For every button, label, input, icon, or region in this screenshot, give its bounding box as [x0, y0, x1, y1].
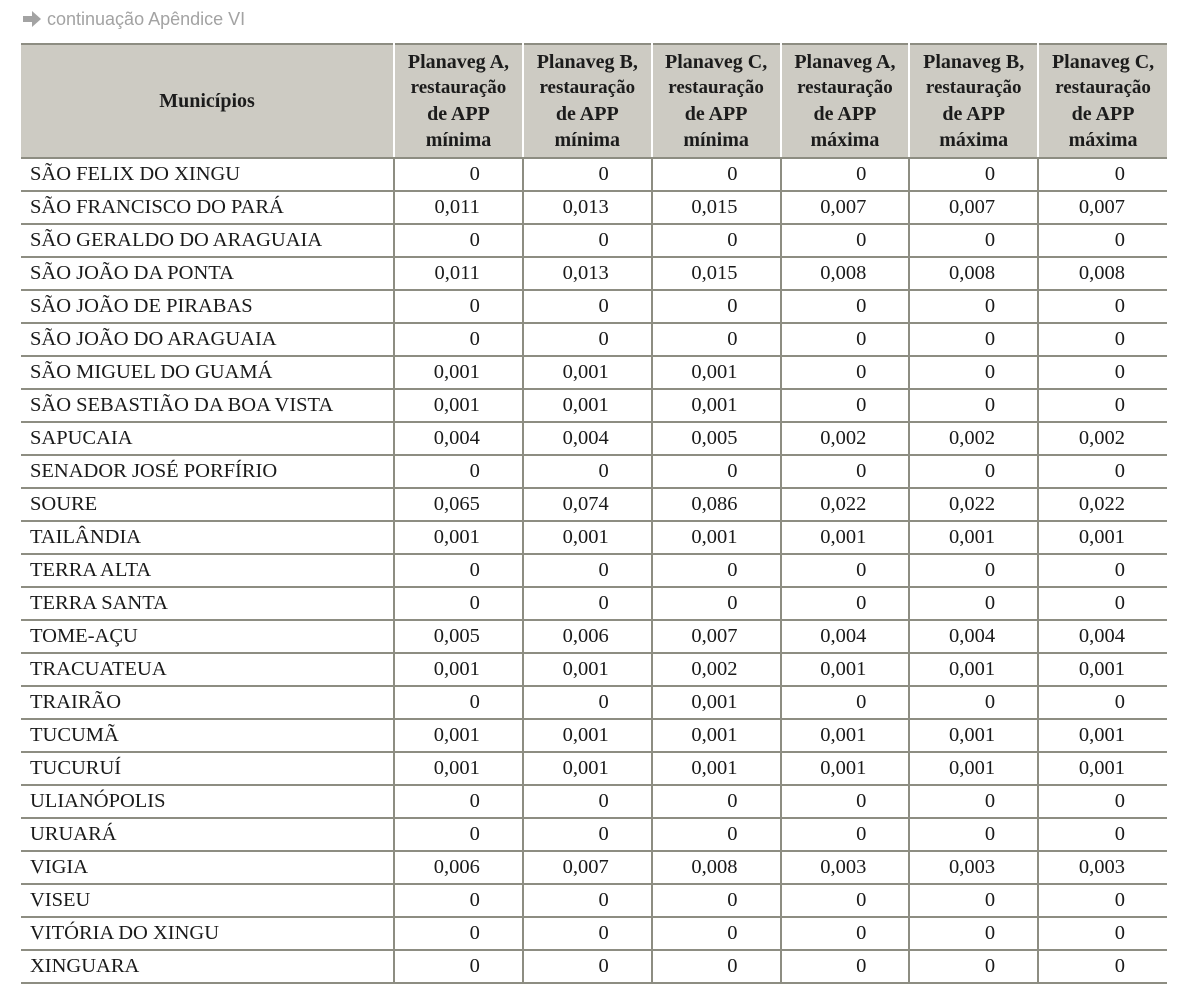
- value-cell: 0,001: [1038, 719, 1167, 752]
- column-header-line: de APP: [1071, 103, 1135, 125]
- value-cell: 0: [909, 587, 1038, 620]
- value-cell: 0: [394, 785, 523, 818]
- value-cell: 0,001: [523, 653, 652, 686]
- value-cell: 0,003: [1038, 851, 1167, 884]
- value-cell: 0: [394, 587, 523, 620]
- value-cell: 0: [652, 917, 781, 950]
- value-cell: 0: [1038, 950, 1167, 983]
- value-cell: 0,001: [1038, 752, 1167, 785]
- value-cell: 0: [781, 455, 910, 488]
- table-row: [21, 323, 1167, 356]
- value-cell: 0: [909, 785, 1038, 818]
- value-cell: 0,005: [652, 422, 781, 455]
- municipio-cell: SÃO JOÃO DA PONTA: [21, 257, 394, 290]
- value-cell: 0: [523, 917, 652, 950]
- column-header-line: restauração: [668, 77, 764, 98]
- value-cell: 0,086: [652, 488, 781, 521]
- data-table: [21, 43, 1167, 984]
- column-header-line: restauração: [925, 77, 1022, 98]
- column-header-2: [523, 44, 652, 158]
- value-cell: 0,001: [909, 521, 1038, 554]
- value-cell: 0: [394, 818, 523, 851]
- value-cell: 0,022: [1038, 488, 1167, 521]
- value-cell: 0,002: [909, 422, 1038, 455]
- value-cell: 0: [781, 818, 910, 851]
- municipio-cell: TAILÂNDIA: [21, 521, 394, 554]
- value-cell: 0,001: [909, 653, 1038, 686]
- municipio-cell: SÃO SEBASTIÃO DA BOA VISTA: [21, 389, 394, 422]
- value-cell: 0: [781, 158, 910, 191]
- column-header-line: Planaveg C,: [1051, 51, 1155, 73]
- value-cell: 0: [1038, 587, 1167, 620]
- municipio-cell: SENADOR JOSÉ PORFÍRIO: [21, 455, 394, 488]
- column-header-line: mínima: [425, 129, 492, 151]
- value-cell: 0: [652, 818, 781, 851]
- column-header-line: Planaveg A,: [794, 51, 896, 73]
- value-cell: 0: [652, 323, 781, 356]
- value-cell: 0,001: [394, 521, 523, 554]
- municipio-cell: VIGIA: [21, 851, 394, 884]
- table-row: [21, 455, 1167, 488]
- table-row: [21, 290, 1167, 323]
- value-cell: 0: [909, 290, 1038, 323]
- municipio-cell: TERRA SANTA: [21, 587, 394, 620]
- continuation-header: [22, 6, 245, 32]
- municipio-cell: SÃO JOÃO DO ARAGUAIA: [21, 323, 394, 356]
- column-header-line: máxima: [939, 129, 1009, 151]
- value-cell: 0,008: [652, 851, 781, 884]
- value-cell: 0: [781, 323, 910, 356]
- value-cell: 0,001: [781, 521, 910, 554]
- value-cell: 0: [909, 818, 1038, 851]
- value-cell: 0,015: [652, 257, 781, 290]
- value-cell: 0: [652, 884, 781, 917]
- value-cell: 0: [394, 686, 523, 719]
- municipio-cell: SÃO FELIX DO XINGU: [21, 158, 394, 191]
- arrow-right-icon: [22, 10, 42, 28]
- value-cell: 0,006: [394, 851, 523, 884]
- municipio-cell: TERRA ALTA: [21, 554, 394, 587]
- value-cell: 0,001: [909, 752, 1038, 785]
- value-cell: 0,001: [652, 521, 781, 554]
- value-cell: 0,003: [909, 851, 1038, 884]
- column-header-5: [909, 44, 1038, 158]
- value-cell: 0: [523, 686, 652, 719]
- value-cell: 0,008: [1038, 257, 1167, 290]
- column-header-municipios: [21, 44, 394, 158]
- value-cell: 0,008: [909, 257, 1038, 290]
- value-cell: 0,007: [1038, 191, 1167, 224]
- column-header-line: de APP: [942, 103, 1006, 125]
- value-cell: 0,007: [781, 191, 910, 224]
- continuation-text: continuação Apêndice VI: [47, 8, 246, 29]
- column-header-1: [394, 44, 523, 158]
- value-cell: 0: [1038, 224, 1167, 257]
- value-cell: 0: [394, 917, 523, 950]
- table-row: [21, 389, 1167, 422]
- value-cell: 0: [394, 950, 523, 983]
- value-cell: 0: [781, 917, 910, 950]
- table-row: [21, 158, 1167, 191]
- value-cell: 0: [394, 884, 523, 917]
- column-header-line: restauração: [1055, 77, 1151, 98]
- value-cell: 0,001: [523, 719, 652, 752]
- value-cell: 0,001: [394, 653, 523, 686]
- value-cell: 0,001: [652, 356, 781, 389]
- value-cell: 0: [523, 818, 652, 851]
- column-header-6: [1038, 44, 1167, 158]
- municipio-cell: SÃO MIGUEL DO GUAMÁ: [21, 356, 394, 389]
- table-row: [21, 686, 1167, 719]
- table-row: [21, 422, 1167, 455]
- table-row: [21, 257, 1167, 290]
- table-row: [21, 785, 1167, 818]
- column-header-line: Planaveg B,: [923, 51, 1025, 73]
- column-header-line: Planaveg A,: [407, 51, 510, 73]
- municipio-cell: TUCURUÍ: [21, 752, 394, 785]
- value-cell: 0: [652, 158, 781, 191]
- municipio-cell: SÃO GERALDO DO ARAGUAIA: [21, 224, 394, 257]
- table-row: [21, 818, 1167, 851]
- municipio-cell: TOME-AÇU: [21, 620, 394, 653]
- value-cell: 0,001: [1038, 653, 1167, 686]
- value-cell: 0,001: [652, 719, 781, 752]
- table-row: [21, 587, 1167, 620]
- table-row: [21, 950, 1167, 983]
- value-cell: 0: [652, 455, 781, 488]
- value-cell: 0: [909, 356, 1038, 389]
- municipio-cell: TUCUMÃ: [21, 719, 394, 752]
- value-cell: 0: [909, 686, 1038, 719]
- value-cell: 0: [781, 356, 910, 389]
- value-cell: 0,013: [523, 191, 652, 224]
- value-cell: 0,008: [781, 257, 910, 290]
- value-cell: 0: [523, 158, 652, 191]
- table-row: [21, 851, 1167, 884]
- value-cell: 0: [1038, 389, 1167, 422]
- value-cell: 0,001: [781, 653, 910, 686]
- value-cell: 0,001: [1038, 521, 1167, 554]
- municipio-cell: TRAIRÃO: [21, 686, 394, 719]
- value-cell: 0: [781, 785, 910, 818]
- value-cell: 0,002: [652, 653, 781, 686]
- value-cell: 0,013: [523, 257, 652, 290]
- municipio-cell: XINGUARA: [21, 950, 394, 983]
- value-cell: 0: [1038, 455, 1167, 488]
- column-header-line: Planaveg B,: [536, 51, 638, 73]
- value-cell: 0,001: [652, 389, 781, 422]
- municipio-cell: TRACUATEUA: [21, 653, 394, 686]
- column-header-line: restauração: [539, 77, 636, 98]
- value-cell: 0,074: [523, 488, 652, 521]
- value-cell: 0: [394, 554, 523, 587]
- value-cell: 0,004: [781, 620, 910, 653]
- municipio-cell: VISEU: [21, 884, 394, 917]
- value-cell: 0,007: [652, 620, 781, 653]
- value-cell: 0: [781, 224, 910, 257]
- value-cell: 0,004: [523, 422, 652, 455]
- header-row: [21, 44, 1167, 158]
- column-header-line: de APP: [684, 103, 748, 125]
- table-header: [21, 44, 1167, 158]
- value-cell: 0: [1038, 818, 1167, 851]
- value-cell: 0,007: [523, 851, 652, 884]
- table-body: [21, 158, 1167, 983]
- column-header-line: de APP: [555, 103, 619, 125]
- column-header-line: de APP: [427, 103, 490, 125]
- value-cell: 0,001: [523, 356, 652, 389]
- value-cell: 0: [394, 290, 523, 323]
- value-cell: 0: [394, 224, 523, 257]
- value-cell: 0: [781, 950, 910, 983]
- value-cell: 0: [523, 554, 652, 587]
- value-cell: 0: [523, 323, 652, 356]
- value-cell: 0,001: [652, 686, 781, 719]
- value-cell: 0,001: [394, 389, 523, 422]
- value-cell: 0,001: [652, 752, 781, 785]
- value-cell: 0: [909, 950, 1038, 983]
- value-cell: 0: [652, 785, 781, 818]
- value-cell: 0: [1038, 290, 1167, 323]
- value-cell: 0: [909, 884, 1038, 917]
- value-cell: 0: [1038, 917, 1167, 950]
- column-header-4: [781, 44, 910, 158]
- value-cell: 0: [523, 884, 652, 917]
- value-cell: 0: [781, 389, 910, 422]
- value-cell: 0,007: [909, 191, 1038, 224]
- value-cell: 0,001: [781, 752, 910, 785]
- value-cell: 0: [652, 290, 781, 323]
- table-row: [21, 356, 1167, 389]
- value-cell: 0,001: [523, 752, 652, 785]
- table-row: [21, 620, 1167, 653]
- column-header-line: mínima: [554, 129, 621, 151]
- value-cell: 0: [909, 224, 1038, 257]
- column-header-line: mínima: [683, 129, 749, 151]
- table-row: [21, 917, 1167, 950]
- value-cell: 0: [652, 224, 781, 257]
- table-row: [21, 521, 1167, 554]
- value-cell: 0,001: [523, 389, 652, 422]
- value-cell: 0: [1038, 158, 1167, 191]
- value-cell: 0: [523, 587, 652, 620]
- value-cell: 0,015: [652, 191, 781, 224]
- value-cell: 0: [909, 917, 1038, 950]
- municipio-cell: SÃO FRANCISCO DO PARÁ: [21, 191, 394, 224]
- municipio-cell: VITÓRIA DO XINGU: [21, 917, 394, 950]
- value-cell: 0,002: [781, 422, 910, 455]
- value-cell: 0: [781, 686, 910, 719]
- value-cell: 0: [909, 455, 1038, 488]
- value-cell: 0: [781, 290, 910, 323]
- value-cell: 0: [1038, 554, 1167, 587]
- municipio-cell: SÃO JOÃO DE PIRABAS: [21, 290, 394, 323]
- value-cell: 0,022: [781, 488, 910, 521]
- table-row: [21, 653, 1167, 686]
- value-cell: 0: [1038, 884, 1167, 917]
- table-row: [21, 191, 1167, 224]
- value-cell: 0: [1038, 356, 1167, 389]
- value-cell: 0: [1038, 323, 1167, 356]
- column-header-line: máxima: [1068, 129, 1138, 151]
- value-cell: 0,004: [1038, 620, 1167, 653]
- column-header-line: Municípios: [159, 90, 255, 112]
- value-cell: 0: [909, 158, 1038, 191]
- column-header-line: de APP: [813, 103, 877, 125]
- municipio-cell: SOURE: [21, 488, 394, 521]
- value-cell: 0: [781, 554, 910, 587]
- value-cell: 0,001: [394, 356, 523, 389]
- value-cell: 0: [652, 587, 781, 620]
- value-cell: 0: [652, 554, 781, 587]
- table-row: [21, 224, 1167, 257]
- value-cell: 0: [394, 323, 523, 356]
- table-row: [21, 752, 1167, 785]
- value-cell: 0,001: [394, 719, 523, 752]
- value-cell: 0,005: [394, 620, 523, 653]
- table-row: [21, 884, 1167, 917]
- table-row: [21, 488, 1167, 521]
- column-header-line: restauração: [797, 77, 893, 98]
- value-cell: 0,065: [394, 488, 523, 521]
- value-cell: 0,002: [1038, 422, 1167, 455]
- value-cell: 0: [1038, 686, 1167, 719]
- table-row: [21, 719, 1167, 752]
- municipio-cell: SAPUCAIA: [21, 422, 394, 455]
- value-cell: 0,001: [909, 719, 1038, 752]
- value-cell: 0,011: [394, 191, 523, 224]
- column-header-line: Planaveg C,: [664, 51, 768, 73]
- column-header-line: máxima: [810, 129, 880, 151]
- municipio-cell: ULIANÓPOLIS: [21, 785, 394, 818]
- municipio-cell: URUARÁ: [21, 818, 394, 851]
- value-cell: 0: [394, 455, 523, 488]
- value-cell: 0,022: [909, 488, 1038, 521]
- column-header-3: [652, 44, 781, 158]
- value-cell: 0: [909, 554, 1038, 587]
- table-row: [21, 554, 1167, 587]
- column-header-line: restauração: [410, 77, 507, 98]
- value-cell: 0: [394, 158, 523, 191]
- value-cell: 0,004: [394, 422, 523, 455]
- value-cell: 0: [652, 950, 781, 983]
- value-cell: 0,001: [781, 719, 910, 752]
- value-cell: 0: [523, 224, 652, 257]
- value-cell: 0: [1038, 785, 1167, 818]
- value-cell: 0,004: [909, 620, 1038, 653]
- value-cell: 0: [523, 785, 652, 818]
- value-cell: 0: [523, 455, 652, 488]
- value-cell: 0,001: [394, 752, 523, 785]
- value-cell: 0: [909, 389, 1038, 422]
- value-cell: 0,003: [781, 851, 910, 884]
- value-cell: 0: [523, 290, 652, 323]
- value-cell: 0,001: [523, 521, 652, 554]
- value-cell: 0: [523, 950, 652, 983]
- value-cell: 0: [781, 587, 910, 620]
- value-cell: 0,011: [394, 257, 523, 290]
- value-cell: 0: [909, 323, 1038, 356]
- value-cell: 0,006: [523, 620, 652, 653]
- value-cell: 0: [781, 884, 910, 917]
